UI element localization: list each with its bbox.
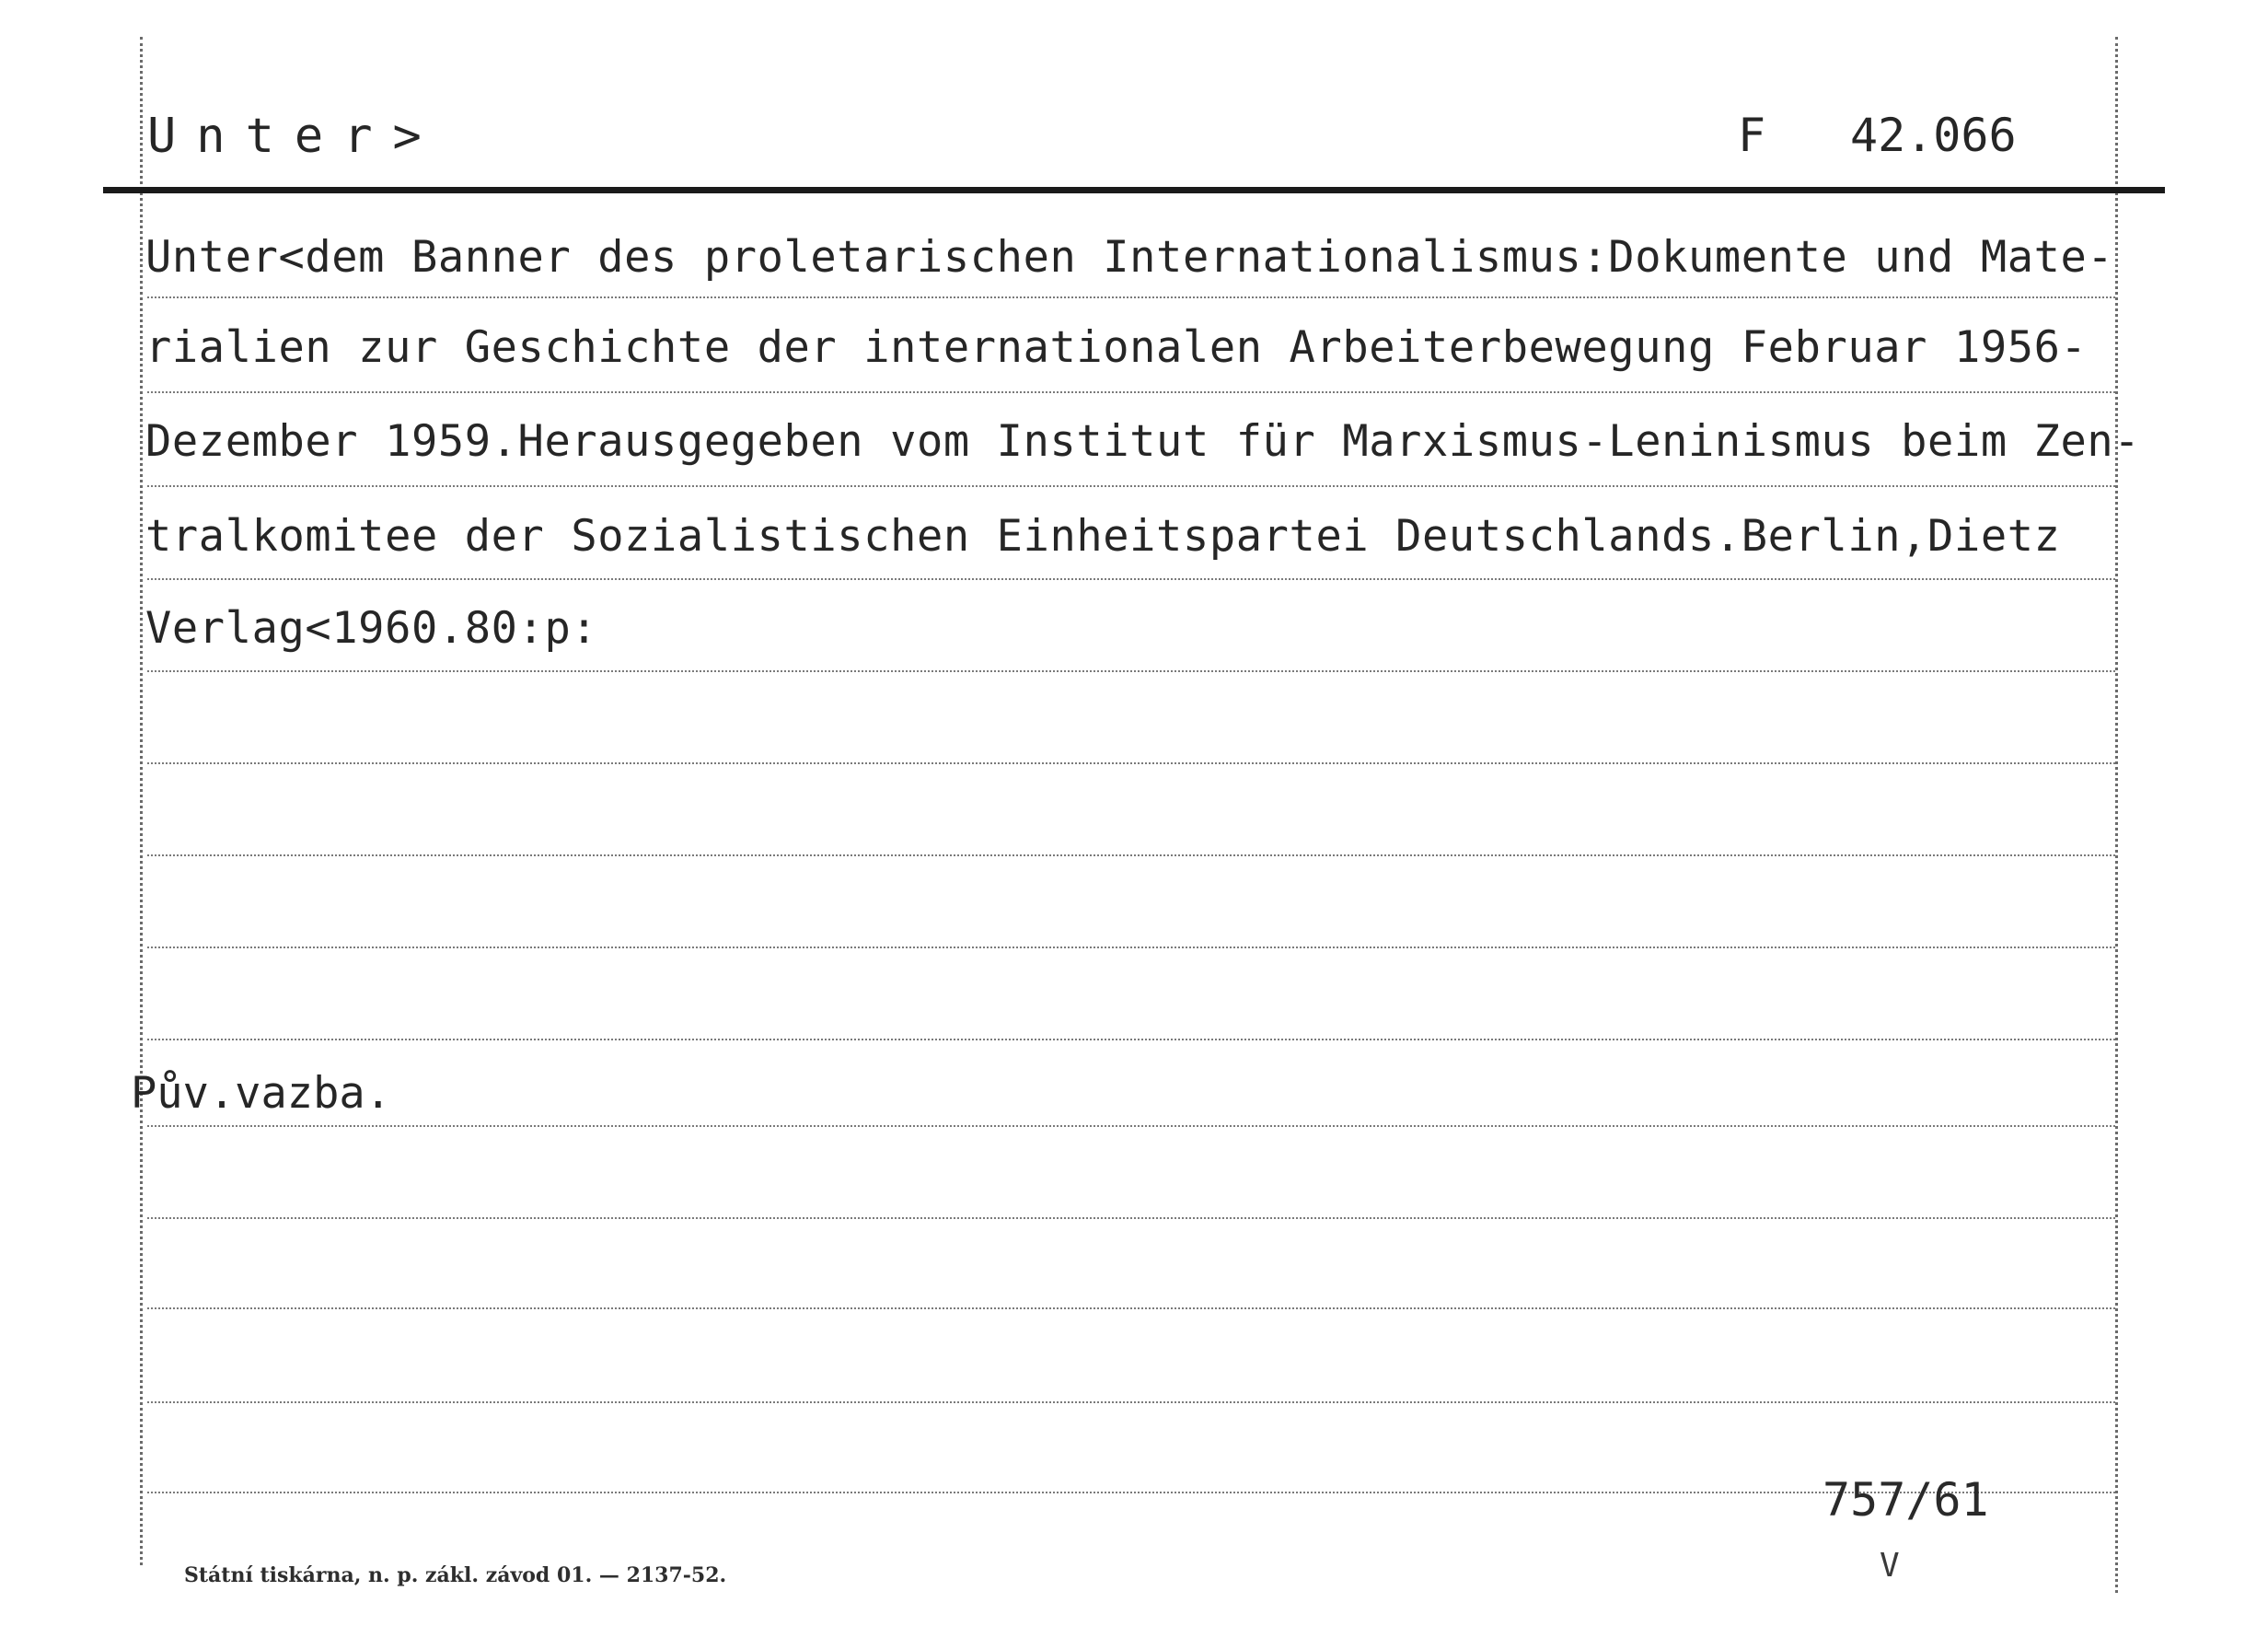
check-mark: V	[1880, 1547, 1900, 1585]
ruled-line	[147, 391, 2115, 393]
call-number: 42.066	[1850, 109, 2017, 162]
accession-number: 757/61	[1822, 1473, 1989, 1527]
description-line-1: Unter<dem Banner des proletarischen Internationalismus:Dokumente und Mate-	[145, 232, 2114, 283]
ruled-line	[147, 854, 2115, 856]
ruled-line	[147, 296, 2115, 298]
header-rule	[103, 187, 2165, 193]
ruled-line	[147, 1217, 2115, 1219]
ruled-line	[147, 1039, 2115, 1040]
description-line-2: rialien zur Geschichte der internationalen Arbeiterbewegung Februar 1956-	[145, 322, 2088, 373]
ruled-line	[147, 578, 2115, 580]
ruled-line	[147, 947, 2115, 948]
ruled-line	[147, 762, 2115, 764]
description-line-3: Dezember 1959.Herausgegeben vom Institut für Marxismus-Leninismus beim Zen-	[145, 416, 2141, 467]
binding-note: Pův.vazba.	[131, 1068, 391, 1119]
ruled-line	[147, 1401, 2115, 1403]
card-left-border	[140, 37, 143, 1565]
call-prefix: F	[1738, 109, 1766, 162]
card-heading: Unter>	[147, 109, 442, 164]
ruled-line	[147, 1492, 2115, 1493]
ruled-line	[147, 670, 2115, 672]
description-line-5: Verlag<1960.80:p:	[145, 603, 598, 654]
ruled-line	[147, 1307, 2115, 1309]
ruled-line	[147, 485, 2115, 487]
printer-imprint: Státní tiskárna, n. p. zákl. závod 01. — 2137-52.	[184, 1563, 727, 1587]
ruled-line	[147, 1125, 2115, 1127]
description-line-4: tralkomitee der Sozialistischen Einheitspartei Deutschlands.Berlin,Dietz	[145, 511, 2061, 562]
